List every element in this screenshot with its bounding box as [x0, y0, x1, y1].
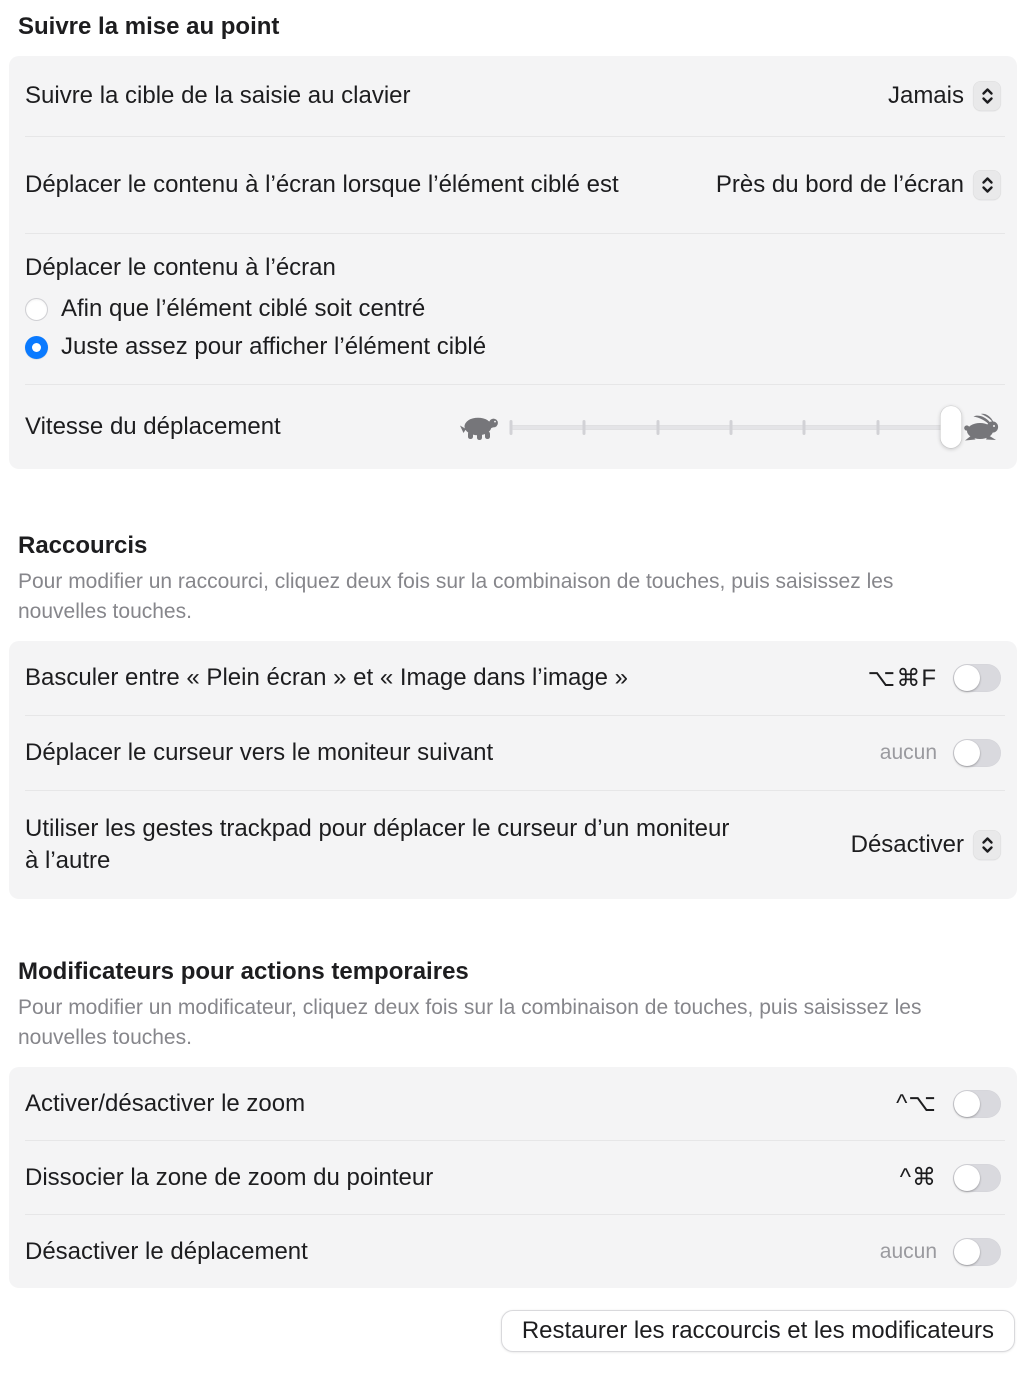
shortcut-value[interactable]: ^⌘ [899, 1164, 937, 1191]
row-movement-speed [9, 385, 1017, 469]
shortcut-value[interactable]: ^⌥ [896, 1090, 937, 1117]
slider-tick [803, 420, 806, 435]
row-trackpad-gestures [9, 791, 1017, 899]
chevron-up-down-icon [973, 81, 1001, 111]
row-fullscreen-pip [9, 641, 1017, 715]
toggle-cursor-next-monitor[interactable] [953, 739, 1001, 767]
popup-selected-value: Près du bord de l’écran [715, 171, 964, 198]
toggle-disable-panning[interactable] [953, 1238, 1001, 1266]
group-follow-focus [9, 56, 1017, 469]
toggle-zoom-modifier[interactable] [953, 1090, 1001, 1118]
section-title-shortcuts: Raccourcis [18, 532, 148, 559]
row-label: Désactiver le déplacement [25, 1237, 308, 1265]
row-move-content-mode [9, 234, 1017, 384]
popup-selected-value: Désactiver [850, 831, 964, 858]
toggle-fullscreen-pip[interactable] [953, 664, 1001, 692]
radio-option-label: Afin que l’élément ciblé soit centré [61, 295, 426, 322]
popup-trackpad-gestures[interactable] [851, 830, 1001, 860]
radio-unselected-icon[interactable] [25, 298, 48, 321]
shortcut-value-none[interactable]: aucun [879, 741, 937, 764]
toggle-knob [954, 1239, 980, 1265]
chevron-up-down-icon [973, 830, 1001, 860]
section-title-modifiers: Modificateurs pour actions temporaires [18, 958, 469, 985]
toggle-detach-zoom-area[interactable] [953, 1164, 1001, 1192]
slider-tick [656, 420, 659, 435]
slider-thumb[interactable] [941, 406, 962, 448]
row-toggle-zoom [9, 1067, 1017, 1140]
slider-tick [583, 420, 586, 435]
speed-slider [459, 404, 1001, 450]
row-cursor-next-monitor [9, 716, 1017, 790]
row-label: Utiliser les gestes trackpad pour déplacer le curseur d’un moniteur à l’autre [25, 815, 730, 874]
popup-selected-value: Jamais [887, 82, 964, 109]
row-detach-zoom-area [9, 1141, 1017, 1214]
hare-icon [963, 413, 1001, 441]
radio-option-label: Juste assez pour afficher l’élément ciblé [61, 333, 487, 360]
toggle-knob [954, 1165, 980, 1191]
row-label: Déplacer le curseur vers le moniteur suivant [25, 739, 494, 766]
section-title-follow-focus: Suivre la mise au point [18, 13, 280, 40]
radio-option-centered[interactable] [25, 290, 425, 328]
slider-tick [510, 420, 513, 435]
radio-group-label: Déplacer le contenu à l’écran [25, 254, 336, 281]
row-label: Basculer entre « Plein écran » et « Image dans l’image » [25, 664, 629, 691]
toggle-knob [954, 740, 980, 766]
chevron-up-down-icon [973, 170, 1001, 200]
slider-track-area[interactable] [511, 404, 951, 450]
row-disable-panning [9, 1215, 1017, 1288]
row-label: Déplacer le contenu à l’écran lorsque l’élément ciblé est [25, 171, 619, 198]
section-description: Pour modifier un modificateur, cliquez deux fois sur la combinaison de touches, puis saisissez les nouvelles touches. [18, 996, 922, 1049]
slider-tick [876, 420, 879, 435]
row-keyboard-focus [9, 56, 1017, 136]
popup-keyboard-focus[interactable] [888, 81, 1001, 111]
row-label: Activer/désactiver le zoom [25, 1089, 306, 1117]
row-label: Dissocier la zone de zoom du pointeur [25, 1163, 434, 1191]
radio-selected-icon[interactable] [25, 336, 48, 359]
section-description: Pour modifier un raccourci, cliquez deux fois sur la combinaison de touches, puis saisissez les nouvelles touches. [18, 570, 894, 623]
group-shortcuts [9, 641, 1017, 899]
restore-defaults-button[interactable]: Restaurer les raccourcis et les modificateurs [501, 1310, 1015, 1352]
slider-tick [730, 420, 733, 435]
shortcut-value[interactable]: ⌥⌘F [867, 664, 937, 692]
shortcut-value-none[interactable]: aucun [879, 1239, 937, 1263]
toggle-knob [954, 1091, 980, 1117]
footer [0, 1310, 1015, 1376]
toggle-knob [954, 665, 980, 691]
row-move-content-when [9, 137, 1017, 233]
radio-option-just-enough[interactable] [25, 328, 486, 366]
popup-move-content-when[interactable] [716, 170, 1001, 200]
row-label: Suivre la cible de la saisie au clavier [25, 82, 411, 109]
tortoise-icon [459, 414, 499, 441]
group-modifiers [9, 1067, 1017, 1288]
row-label: Vitesse du déplacement [25, 413, 281, 440]
